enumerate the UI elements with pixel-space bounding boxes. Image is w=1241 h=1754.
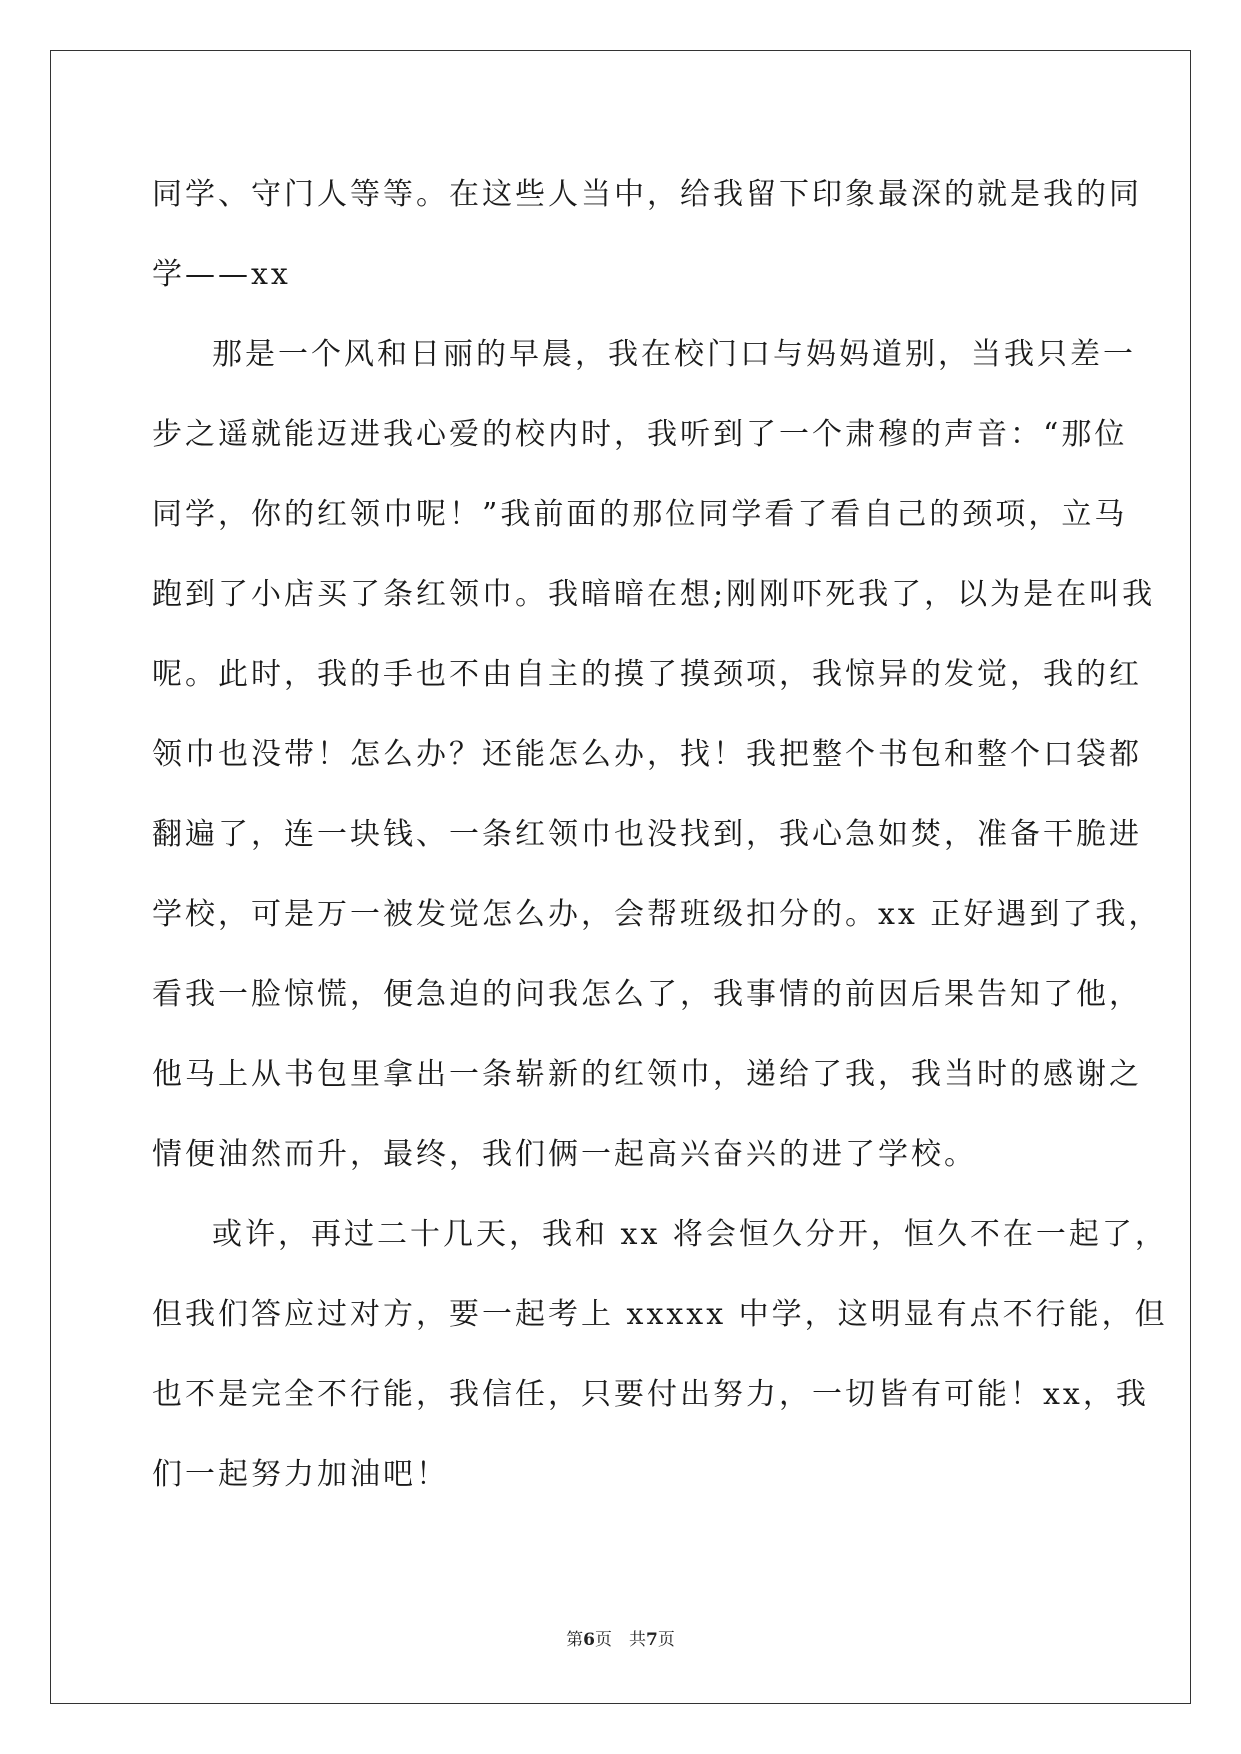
- text-line: 步之遥就能迈进我心爱的校内时，我听到了一个肃穆的声音：“那位: [152, 417, 1128, 452]
- text-line: 们一起努力加油吧！: [152, 1457, 449, 1492]
- text-line: 学校，可是万一被发觉怎么办，会帮班级扣分的。xx 正好遇到了我，: [152, 897, 1162, 932]
- text-line: 翻遍了，连一块钱、一条红领巾也没找到，我心急如焚，准备干脆进: [152, 817, 1142, 852]
- text-line: 跑到了小店买了条红领巾。我暗暗在想;刚刚吓死我了，以为是在叫我: [152, 577, 1156, 612]
- page-current: 6: [583, 1630, 595, 1650]
- text-line: 但我们答应过对方，要一起考上 xxxxx 中学，这明显有点不行能，但: [152, 1297, 1168, 1332]
- text-line: 同学、守门人等等。在这些人当中，给我留下印象最深的就是我的同: [152, 177, 1142, 212]
- page-mid: 页 共: [595, 1630, 646, 1650]
- text-line: 领巾也没带！怎么办？还能怎么办，找！我把整个书包和整个口袋都: [152, 737, 1142, 772]
- text-line: 他马上从书包里拿出一条崭新的红领巾，递给了我，我当时的感谢之: [152, 1057, 1142, 1092]
- text-line: 学——xx: [152, 257, 291, 292]
- text-line: 同学，你的红领巾呢！”我前面的那位同学看了看自己的颈项，立马: [152, 497, 1128, 532]
- text-line: 也不是完全不行能，我信任，只要付出努力，一切皆有可能！xx，我: [152, 1377, 1149, 1412]
- paragraph-start-line: 或许，再过二十几天，我和 xx 将会恒久分开，恒久不在一起了，: [212, 1217, 1168, 1252]
- page-prefix: 第: [566, 1630, 584, 1650]
- text-line: 情便油然而升，最终，我们俩一起高兴奋兴的进了学校。: [152, 1137, 977, 1172]
- paragraph-start-line: 那是一个风和日丽的早晨，我在校门口与妈妈道别，当我只差一: [212, 337, 1136, 372]
- text-line: 看我一脸惊慌，便急迫的问我怎么了，我事情的前因后果告知了他，: [152, 977, 1142, 1012]
- page-suffix: 页: [657, 1630, 675, 1650]
- document-body: [152, 155, 1168, 1515]
- page-total: 7: [646, 1630, 658, 1650]
- text-line: 呢。此时，我的手也不由自主的摸了摸颈项，我惊异的发觉，我的红: [152, 657, 1142, 692]
- page-footer: [0, 1628, 1241, 1652]
